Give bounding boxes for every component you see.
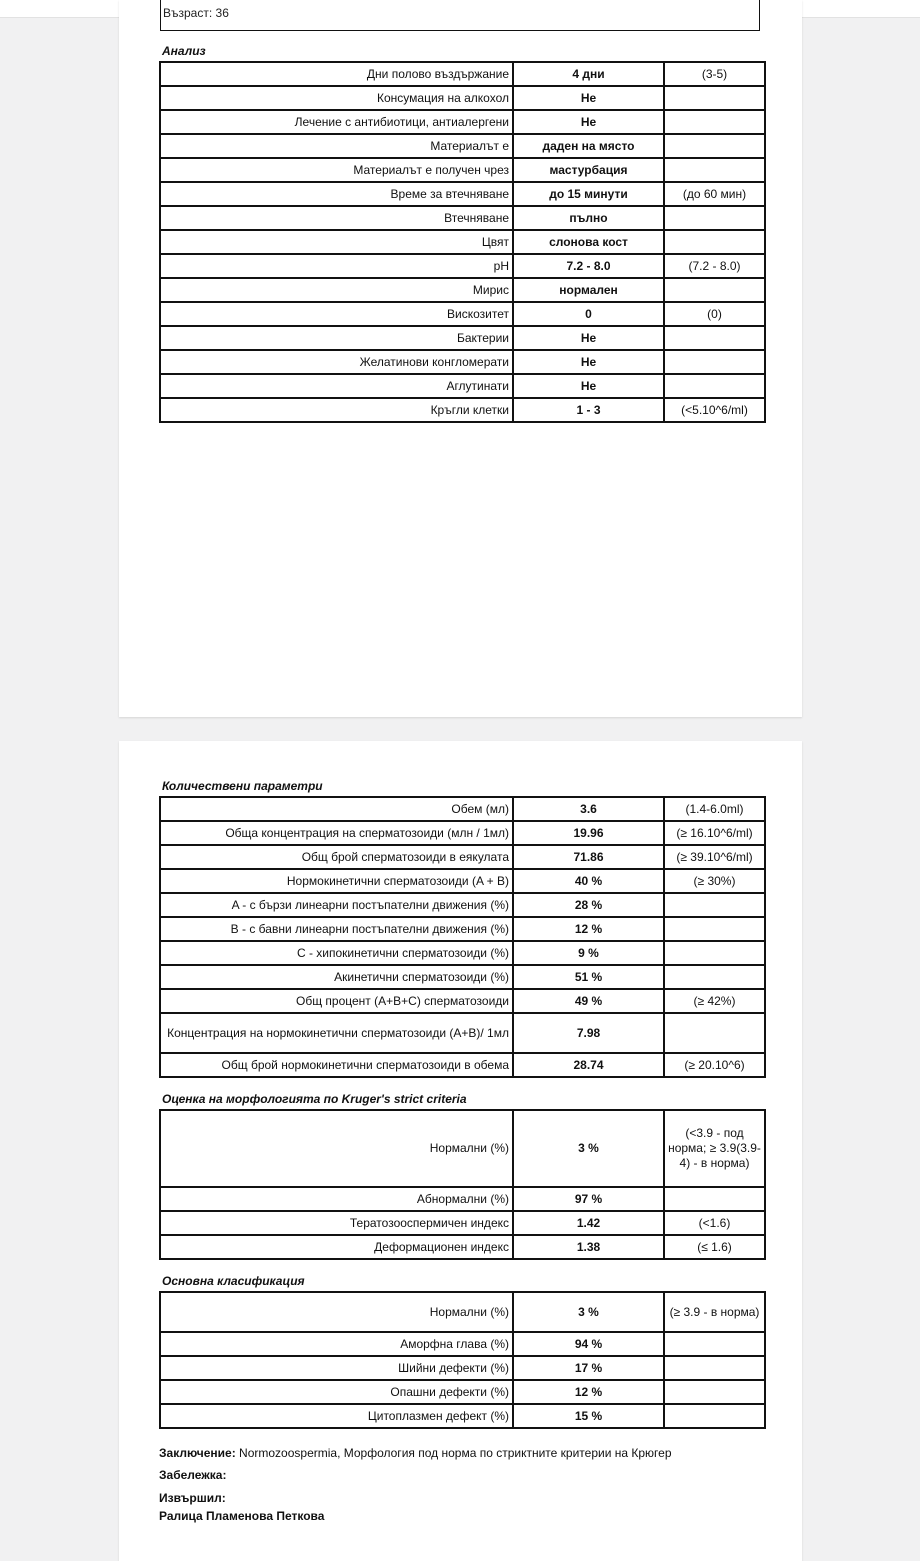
row-norm: (≥ 3.9 - в норма) (664, 1292, 765, 1332)
table-row (160, 1110, 765, 1187)
analysis-title: Анализ (162, 44, 206, 58)
row-norm (664, 278, 765, 302)
note (159, 1468, 226, 1482)
table-row (160, 374, 765, 398)
row-norm (664, 1187, 765, 1211)
row-value: даден на място (513, 134, 664, 158)
row-norm: (до 60 мин) (664, 182, 765, 206)
table-row (160, 302, 765, 326)
row-label: Желатинови конгломерати (160, 350, 513, 374)
table-row (160, 989, 765, 1013)
row-label: Акинетични сперматозоиди (%) (160, 965, 513, 989)
row-label: Аморфна глава (%) (160, 1332, 513, 1356)
table-row (160, 230, 765, 254)
row-norm: (<1.6) (664, 1211, 765, 1235)
row-norm (664, 1380, 765, 1404)
row-value: 4 дни (513, 62, 664, 86)
row-label: Абнормални (%) (160, 1187, 513, 1211)
performer-name: Ралица Пламенова Петкова (159, 1509, 325, 1523)
row-norm (664, 965, 765, 989)
row-value: Не (513, 350, 664, 374)
conclusion-label: Заключение: (159, 1446, 236, 1460)
row-label: Материалът е получен чрез (160, 158, 513, 182)
row-label: Деформационен индекс (160, 1235, 513, 1259)
row-value: 28.74 (513, 1053, 664, 1077)
row-norm (664, 917, 765, 941)
table-row (160, 182, 765, 206)
row-value: 28 % (513, 893, 664, 917)
row-label: Бактерии (160, 326, 513, 350)
row-norm (664, 350, 765, 374)
row-label: Цвят (160, 230, 513, 254)
row-label: Опашни дефекти (%) (160, 1380, 513, 1404)
table-row (160, 350, 765, 374)
row-norm (664, 1404, 765, 1428)
row-norm: (≤ 1.6) (664, 1235, 765, 1259)
row-label: Кръгли клетки (160, 398, 513, 422)
row-value: 12 % (513, 1380, 664, 1404)
row-norm: (3-5) (664, 62, 765, 86)
row-norm (664, 134, 765, 158)
row-value: 1.38 (513, 1235, 664, 1259)
row-label: pH (160, 254, 513, 278)
row-norm: (<5.10^6/ml) (664, 398, 765, 422)
row-label: Общ брой нормокинетични сперматозоиди в обема (160, 1053, 513, 1077)
conclusion (159, 1446, 672, 1460)
row-label: Тератозооспермичен индекс (160, 1211, 513, 1235)
row-value: 40 % (513, 869, 664, 893)
row-value: 3 % (513, 1110, 664, 1187)
row-value: 19.96 (513, 821, 664, 845)
row-norm (664, 110, 765, 134)
row-norm: (1.4-6.0ml) (664, 797, 765, 821)
table-row (160, 398, 765, 422)
row-value: слонова кост (513, 230, 664, 254)
row-value: 3 % (513, 1292, 664, 1332)
row-norm (664, 893, 765, 917)
row-value: 1.42 (513, 1211, 664, 1235)
row-value: нормален (513, 278, 664, 302)
row-norm (664, 86, 765, 110)
performed-label: Извършил: (159, 1491, 226, 1505)
table-row (160, 917, 765, 941)
row-norm (664, 230, 765, 254)
row-norm: (0) (664, 302, 765, 326)
table-row (160, 869, 765, 893)
patient-info-box (160, 0, 760, 31)
row-value: до 15 минути (513, 182, 664, 206)
table-row (160, 893, 765, 917)
row-value: 51 % (513, 965, 664, 989)
row-norm: (7.2 - 8.0) (664, 254, 765, 278)
patient-age: Възраст: 36 (163, 6, 229, 20)
table-row (160, 821, 765, 845)
table-row (160, 797, 765, 821)
table-row (160, 326, 765, 350)
row-value: 15 % (513, 1404, 664, 1428)
table-row (160, 1332, 765, 1356)
row-norm: (≥ 20.10^6) (664, 1053, 765, 1077)
table-row (160, 158, 765, 182)
note-label: Забележка: (159, 1468, 227, 1482)
row-label: Обем (мл) (160, 797, 513, 821)
row-norm (664, 1332, 765, 1356)
row-value: пълно (513, 206, 664, 230)
row-value: 0 (513, 302, 664, 326)
row-label: Дни полово въздържание (160, 62, 513, 86)
performer (159, 1509, 324, 1523)
table-row (160, 1380, 765, 1404)
row-label: Обща концентрация на сперматозоиди (млн / 1мл) (160, 821, 513, 845)
conclusion-text: Normozoospermia, Морфология под норма по стриктните критерии на Крюгер (235, 1446, 672, 1460)
row-label: Вискозитет (160, 302, 513, 326)
row-label: A - с бързи линеарни постъпателни движения (%) (160, 893, 513, 917)
table-row (160, 86, 765, 110)
row-value: 49 % (513, 989, 664, 1013)
table-row (160, 941, 765, 965)
kruger-table (159, 1109, 766, 1260)
row-label: Шийни дефекти (%) (160, 1356, 513, 1380)
row-value: Не (513, 374, 664, 398)
table-row (160, 278, 765, 302)
document-page-1 (119, 0, 802, 717)
table-row (160, 965, 765, 989)
row-value: 7.98 (513, 1013, 664, 1053)
row-label: Материалът е (160, 134, 513, 158)
table-row (160, 206, 765, 230)
row-label: Нормокинетични сперматозоиди (A + B) (160, 869, 513, 893)
row-value: 9 % (513, 941, 664, 965)
row-norm (664, 158, 765, 182)
quantitative-table (159, 796, 766, 1078)
row-value: 3.6 (513, 797, 664, 821)
kruger-title: Оценка на морфологията по Kruger's strict criteria (162, 1092, 467, 1106)
table-row (160, 1235, 765, 1259)
table-row (160, 1013, 765, 1053)
table-row (160, 1211, 765, 1235)
row-norm (664, 1013, 765, 1053)
row-label: Мирис (160, 278, 513, 302)
table-row (160, 110, 765, 134)
row-label: Концентрация на нормокинетични сперматозоиди (A+B)/ 1мл (160, 1013, 513, 1053)
row-norm: (≥ 39.10^6/ml) (664, 845, 765, 869)
row-value: Не (513, 110, 664, 134)
row-value: 17 % (513, 1356, 664, 1380)
row-value: Не (513, 326, 664, 350)
table-row (160, 1187, 765, 1211)
row-norm: (<3.9 - под норма; ≥ 3.9(3.9-4) - в норма) (664, 1110, 765, 1187)
row-label: Аглутинати (160, 374, 513, 398)
table-row (160, 1356, 765, 1380)
row-label: Нормални (%) (160, 1292, 513, 1332)
row-label: Време за втечняване (160, 182, 513, 206)
table-row (160, 1404, 765, 1428)
row-label: Общ процент (A+B+C) сперматозоиди (160, 989, 513, 1013)
row-label: Цитоплазмен дефект (%) (160, 1404, 513, 1428)
row-norm: (≥ 30%) (664, 869, 765, 893)
table-row (160, 62, 765, 86)
table-row (160, 1292, 765, 1332)
row-label: Общ брой сперматозоиди в еякулата (160, 845, 513, 869)
table-row (160, 1053, 765, 1077)
row-label: C - хипокинетични сперматозоиди (%) (160, 941, 513, 965)
classification-table (159, 1291, 766, 1429)
row-norm: (≥ 42%) (664, 989, 765, 1013)
row-value: 97 % (513, 1187, 664, 1211)
row-label: Втечняване (160, 206, 513, 230)
row-value: 12 % (513, 917, 664, 941)
row-norm (664, 941, 765, 965)
row-norm (664, 206, 765, 230)
quantitative-title: Количествени параметри (162, 779, 323, 793)
row-label: Нормални (%) (160, 1110, 513, 1187)
row-label: Консумация на алкохол (160, 86, 513, 110)
row-value: мастурбация (513, 158, 664, 182)
row-norm (664, 326, 765, 350)
row-value: 1 - 3 (513, 398, 664, 422)
analysis-table (159, 61, 766, 423)
row-value: 71.86 (513, 845, 664, 869)
row-value: 7.2 - 8.0 (513, 254, 664, 278)
row-norm: (≥ 16.10^6/ml) (664, 821, 765, 845)
row-label: B - с бавни линеарни постъпателни движения (%) (160, 917, 513, 941)
row-norm (664, 1356, 765, 1380)
table-row (160, 134, 765, 158)
row-label: Лечение с антибиотици, антиалергени (160, 110, 513, 134)
performed-by (159, 1491, 226, 1505)
row-norm (664, 374, 765, 398)
table-row (160, 845, 765, 869)
row-value: 94 % (513, 1332, 664, 1356)
row-value: Не (513, 86, 664, 110)
classification-title: Основна класификация (162, 1274, 305, 1288)
table-row (160, 254, 765, 278)
document-page-2 (119, 741, 802, 1561)
